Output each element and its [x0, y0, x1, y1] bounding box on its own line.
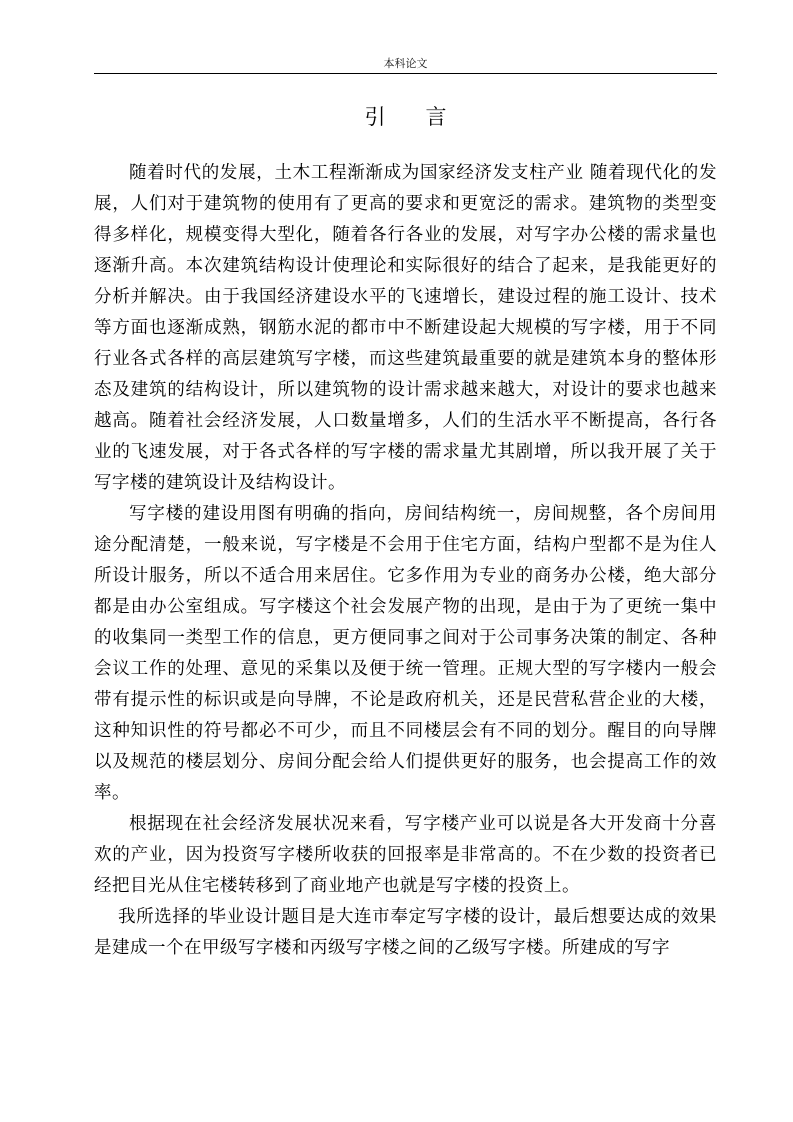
paragraph: 随着时代的发展，土木工程渐渐成为国家经济发支柱产业 随着现代化的发展，人们对于建筑物的使用有了更高的要求和更宽泛的需求。建筑物的类型变得多样化，规模变得大型化，随着各行各业的发展，对写字办公楼的需求量也逐渐升高。本次建筑结构设计使理论和实际很好的结合了起来，是我能更好的分析并解决。由于我国经济建设水平的飞速增长，建设过程的施工设计、技术等方面也逐渐成熟，钢筋水泥的都市中不断建设起大规模的写字楼，用于不同行业各式各样的高层建筑写字楼，而这些建筑最重要的就是建筑本身的整体形态及建筑的结构设计，所以建筑物的设计需求越来越大，对设计的要求也越来越高。随着社会经济发展，人口数量增多，人们的生活水平不断提高，各行各业的飞速发展，对于各式各样的写字楼的需求量尤其剧增，所以我开展了关于写字楼的建筑设计及结构设计。: [94, 163, 717, 493]
paragraph: 根据现在社会经济发展状况来看，写字楼产业可以说是各大开发商十分喜欢的产业，因为投资写字楼所收获的回报率是非常高的。不在少数的投资者已经把目光从住宅楼转移到了商业地产也就是写字楼的投资上。: [94, 814, 717, 896]
header-rule: [94, 73, 717, 74]
running-header: 本科论文: [383, 57, 428, 70]
paragraph: 写字楼的建设用图有明确的指向，房间结构统一，房间规整，各个房间用途分配清楚，一般来说，写字楼是不会用于住宅方面，结构户型都不是为住人所设计服务，所以不适合用来居住。它多作用为专业的商务办公楼，绝大部分都是由办公室组成。写字楼这个社会发展产物的出现，是由于为了更统一集中的收集同一类型工作的信息，更方便同事之间对于公司事务决策的制定、各种会议工作的处理、意见的采集以及便于统一管理。正规大型的写字楼内一般会带有提示性的标识或是向导牌，不论是政府机关，还是民营私营企业的大楼，这种知识性的符号都必不可少，而且不同楼层会有不同的划分。醒目的向导牌以及规范的楼层划分、房间分配会给人们提供更好的服务，也会提高工作的效率。: [94, 504, 717, 803]
paragraph: 我所选择的毕业设计题目是大连市奉定写字楼的设计，最后想要达成的效果是建成一个在甲级写字楼和丙级写字楼之间的乙级写字楼。所建成的写字: [94, 907, 717, 958]
body-text: [94, 158, 717, 964]
chapter-title: 引言: [364, 105, 487, 129]
